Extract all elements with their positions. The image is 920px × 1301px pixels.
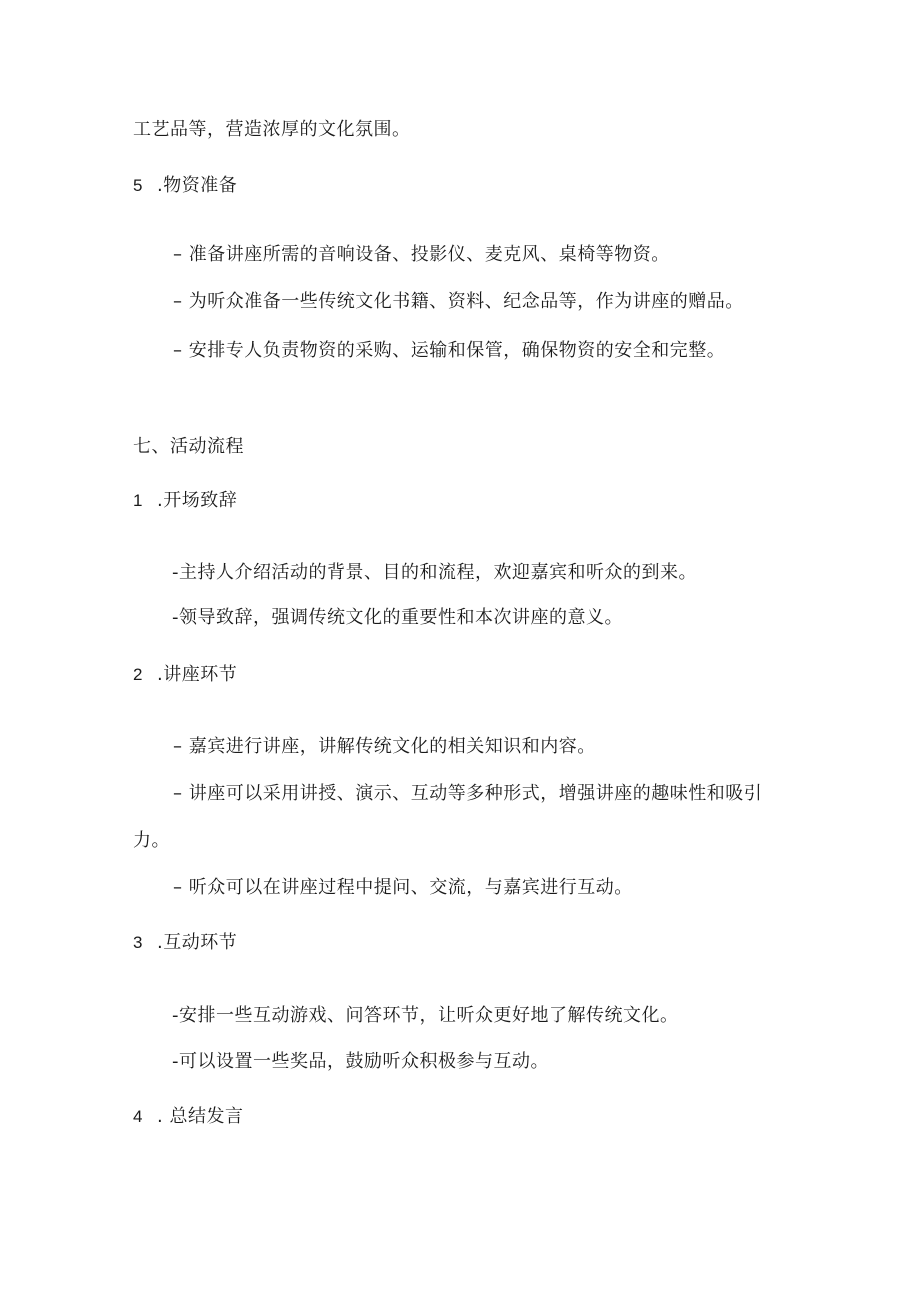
step-1-item: -主持人介绍活动的背景、目的和流程，欢迎嘉宾和听众的到来。: [172, 562, 697, 583]
step-1-item: -领导致辞，强调传统文化的重要性和本次讲座的意义。: [172, 607, 623, 628]
step-1-title: .开场致辞: [157, 490, 238, 511]
step-4-title: . 总结发言: [157, 1106, 244, 1127]
step-2-item-wrap: 力。: [133, 830, 170, 851]
step-3-item: -可以设置一些奖品，鼓励听众积极参与互动。: [172, 1051, 549, 1072]
section-5-item: – 准备讲座所需的音响设备、投影仪、麦克风、桌椅等物资。: [173, 244, 670, 265]
step-3-title: .互动环节: [157, 932, 238, 953]
step-2-title: .讲座环节: [157, 664, 238, 685]
section-5-title: .物资准备: [157, 175, 238, 196]
chapter-7-heading: 七、活动流程: [133, 436, 244, 457]
step-2-item: – 讲座可以采用讲授、演示、互动等多种形式，增强讲座的趣味性和吸引: [173, 783, 763, 804]
section-5-item: – 安排专人负责物资的采购、运输和保管，确保物资的安全和完整。: [173, 340, 726, 361]
step-2-number: 2: [133, 665, 143, 684]
section-5-number: 5: [133, 176, 143, 195]
step-4-number: 4: [133, 1107, 143, 1126]
section-5-item: – 为听众准备一些传统文化书籍、资料、纪念品等，作为讲座的赠品。: [173, 291, 744, 312]
step-4-heading: [133, 1104, 243, 1130]
section-5-heading: [133, 173, 237, 199]
step-3-heading: [133, 930, 237, 956]
step-1-heading: [133, 488, 237, 514]
step-3-number: 3: [133, 933, 143, 952]
step-1-number: 1: [133, 491, 143, 510]
step-2-item: – 听众可以在讲座过程中提问、交流，与嘉宾进行互动。: [173, 877, 633, 898]
step-2-item: – 嘉宾进行讲座，讲解传统文化的相关知识和内容。: [173, 736, 596, 757]
step-2-heading: [133, 662, 237, 688]
step-3-item: -安排一些互动游戏、问答环节，让听众更好地了解传统文化。: [172, 1005, 679, 1026]
continuation-text: 工艺品等，营造浓厚的文化氛围。: [133, 119, 411, 140]
